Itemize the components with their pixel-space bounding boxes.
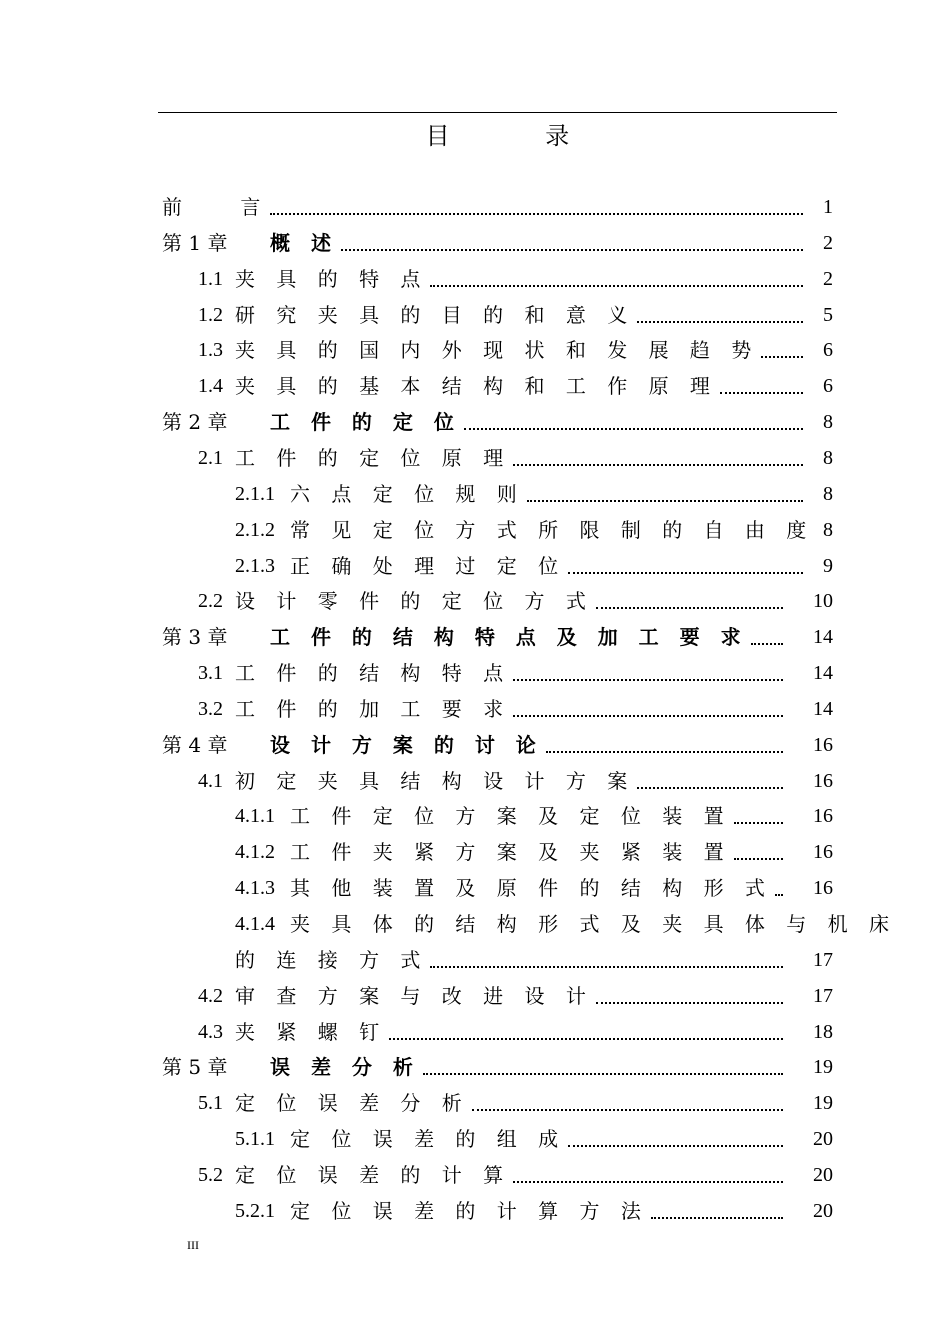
dot-leader	[389, 1038, 783, 1040]
toc-entry[interactable]	[0, 1085, 950, 1121]
entry-number: 5.2.1	[235, 1199, 275, 1222]
dot-leader	[430, 966, 783, 968]
toc-entry[interactable]	[0, 691, 950, 727]
entry-title: 前 言	[162, 195, 261, 219]
entry-title: 工 件 的 结 构 特 点 及 加 工 要 求	[270, 625, 741, 650]
toc-entry[interactable]	[0, 225, 950, 261]
entry-number: 3.2	[198, 697, 223, 720]
entry-number: 2.1.1	[235, 482, 275, 505]
entry-title: 夹 具 体 的 结 构 形 式 及 夹 具 体 与 机 床	[290, 912, 890, 936]
entry-number: 3.1	[198, 662, 223, 685]
entry-title: 工 件 的 定 位 原 理	[235, 445, 504, 470]
entry-page: 10	[813, 590, 833, 613]
entry-page: 2	[823, 267, 833, 290]
entry-number: 4.1.2	[235, 841, 275, 864]
entry-title: 设 计 方 案 的 讨 论	[270, 732, 536, 757]
page-folio: III	[187, 1238, 199, 1252]
entry-title: 六 点 定 位 规 则	[290, 481, 517, 506]
toc-entry[interactable]	[0, 1049, 950, 1085]
toc-entry[interactable]	[0, 870, 950, 906]
dot-leader	[513, 464, 803, 466]
toc-entry[interactable]	[0, 512, 950, 548]
entry-page: 8	[823, 482, 833, 505]
toc-entry[interactable]	[0, 727, 950, 763]
entry-page: 8	[823, 446, 833, 469]
dot-leader	[513, 1181, 783, 1183]
entry-number: 4.2	[198, 984, 223, 1007]
entry-number: 2.2	[198, 590, 223, 613]
entry-title: 审 查 方 案 与 改 进 设 计	[235, 983, 586, 1008]
entry-page: 19	[813, 1092, 833, 1115]
dot-leader	[751, 643, 783, 645]
toc-entry[interactable]	[0, 297, 950, 333]
entry-title: 定 位 误 差 的 计 算	[235, 1162, 504, 1187]
toc-entry[interactable]	[0, 261, 950, 297]
dot-leader	[651, 1217, 783, 1219]
dot-leader	[341, 249, 803, 251]
entry-title: 工 件 定 位 方 案 及 定 位 装 置	[290, 804, 724, 829]
entry-page: 14	[813, 662, 833, 685]
entry-number: 第 5 章	[162, 1055, 228, 1080]
dot-leader	[513, 679, 783, 681]
dot-leader	[734, 822, 783, 824]
entry-title: 正 确 处 理 过 定 位	[290, 553, 559, 578]
entry-page: 20	[813, 1128, 833, 1151]
entry-page: 16	[813, 733, 833, 756]
entry-page: 6	[823, 375, 833, 398]
dot-leader	[596, 607, 783, 609]
toc-entry[interactable]	[0, 368, 950, 404]
entry-page: 20	[813, 1163, 833, 1186]
toc-entry[interactable]	[0, 978, 950, 1014]
entry-page: 2	[823, 231, 833, 254]
entry-number: 2.1.2	[235, 518, 275, 541]
entry-page: 8	[823, 411, 833, 434]
entry-title: 工 件 的 结 构 特 点	[235, 661, 504, 686]
toc-entry[interactable]	[0, 763, 950, 799]
entry-title: 误 差 分 析	[270, 1055, 413, 1080]
dot-leader	[430, 285, 803, 287]
entry-page: 1	[823, 196, 833, 218]
dot-leader	[527, 500, 803, 502]
entry-number: 5.2	[198, 1163, 223, 1186]
entry-number: 1.2	[198, 303, 223, 326]
dot-leader	[472, 1109, 783, 1111]
entry-page: 9	[823, 554, 833, 577]
entry-page: 17	[813, 948, 833, 971]
entry-page: 5	[823, 303, 833, 326]
toc-entry[interactable]	[0, 404, 950, 440]
entry-number: 4.1.3	[235, 877, 275, 900]
toc-entry[interactable]	[0, 655, 950, 691]
entry-title: 工 件 的 加 工 要 求	[235, 696, 504, 721]
toc-entry[interactable]	[0, 548, 950, 584]
entry-title: 工 件 的 定 位	[270, 410, 454, 435]
entry-number: 4.1	[198, 769, 223, 792]
toc-entry[interactable]	[0, 476, 950, 512]
entry-number: 2.1.3	[235, 554, 275, 577]
dot-leader	[637, 321, 803, 323]
entry-title: 常 见 定 位 方 式 所 限 制 的 自 由 度	[290, 517, 807, 542]
entry-number: 1.3	[198, 339, 223, 362]
entry-page: 14	[813, 626, 833, 649]
entry-page: 18	[813, 1020, 833, 1043]
dot-leader	[546, 751, 783, 753]
entry-number: 2.1	[198, 446, 223, 469]
entry-page: 20	[813, 1199, 833, 1222]
entry-title: 概 述	[270, 230, 331, 255]
entry-title: 夹 具 的 国 内 外 现 状 和 发 展 趋 势	[235, 338, 752, 363]
entry-page: 17	[813, 984, 833, 1007]
dot-leader	[596, 1002, 783, 1004]
entry-title: 初 定 夹 具 结 构 设 计 方 案	[235, 768, 628, 793]
entry-number: 第 4 章	[162, 732, 228, 757]
entry-number: 4.3	[198, 1020, 223, 1043]
toc-entry[interactable]	[0, 834, 950, 870]
toc-entry[interactable]	[0, 1193, 950, 1229]
dot-leader	[568, 572, 803, 574]
entry-title: 工 件 夹 紧 方 案 及 夹 紧 装 置	[290, 840, 724, 865]
dot-leader	[734, 858, 783, 860]
entry-number: 5.1.1	[235, 1128, 275, 1151]
toc-entry[interactable]	[0, 332, 950, 368]
entry-page: 6	[823, 339, 833, 362]
entry-number: 5.1	[198, 1092, 223, 1115]
entry-number: 第 3 章	[162, 625, 228, 650]
toc-entry[interactable]	[0, 1121, 950, 1157]
entry-title: 夹 具 的 基 本 结 构 和 工 作 原 理	[235, 374, 710, 399]
entry-page: 16	[813, 841, 833, 864]
entry-number: 4.1.1	[235, 805, 275, 828]
toc-entry[interactable]	[0, 189, 950, 225]
entry-number: 第 2 章	[162, 410, 228, 435]
entry-title: 定 位 误 差 的 计 算 方 法	[290, 1198, 641, 1223]
entry-title: 定 位 误 差 的 组 成	[290, 1127, 559, 1152]
entry-title: 设 计 零 件 的 定 位 方 式	[235, 589, 586, 614]
entry-number: 1.4	[198, 375, 223, 398]
toc-entry[interactable]	[0, 619, 950, 655]
entry-page: 16	[813, 805, 833, 828]
entry-page: 16	[813, 769, 833, 792]
dot-leader	[464, 428, 803, 430]
toc-entry[interactable]	[0, 440, 950, 476]
toc-entry[interactable]	[0, 798, 950, 834]
toc-entry[interactable]	[0, 1014, 950, 1050]
entry-title: 夹 紧 螺 钉	[235, 1019, 380, 1044]
entry-number: 4.1.4	[235, 913, 275, 935]
dot-leader	[637, 787, 783, 789]
entry-page: 16	[813, 877, 833, 900]
entry-page: 14	[813, 697, 833, 720]
dot-leader	[513, 715, 783, 717]
dot-leader	[270, 213, 803, 215]
entry-number: 第 1 章	[162, 230, 228, 255]
toc-entry[interactable]	[0, 1157, 950, 1193]
toc-entry[interactable]	[0, 942, 950, 978]
entry-title: 研 究 夹 具 的 目 的 和 意 义	[235, 302, 628, 327]
entry-title: 定 位 误 差 分 析	[235, 1091, 462, 1116]
entry-page: 19	[813, 1056, 833, 1079]
dot-leader	[568, 1145, 783, 1147]
toc-entry[interactable]	[0, 906, 950, 942]
entry-title: 其 他 装 置 及 原 件 的 结 构 形 式	[290, 876, 765, 901]
toc-title: 目 录	[425, 122, 614, 150]
dot-leader	[720, 392, 803, 394]
dot-leader	[423, 1073, 783, 1075]
entry-number: 1.1	[198, 267, 223, 290]
entry-title: 夹 具 的 特 点	[235, 266, 421, 291]
toc-entry[interactable]	[0, 583, 950, 619]
entry-page: 8	[823, 518, 833, 541]
entry-title: 的 连 接 方 式	[235, 947, 421, 972]
dot-leader	[775, 894, 783, 896]
